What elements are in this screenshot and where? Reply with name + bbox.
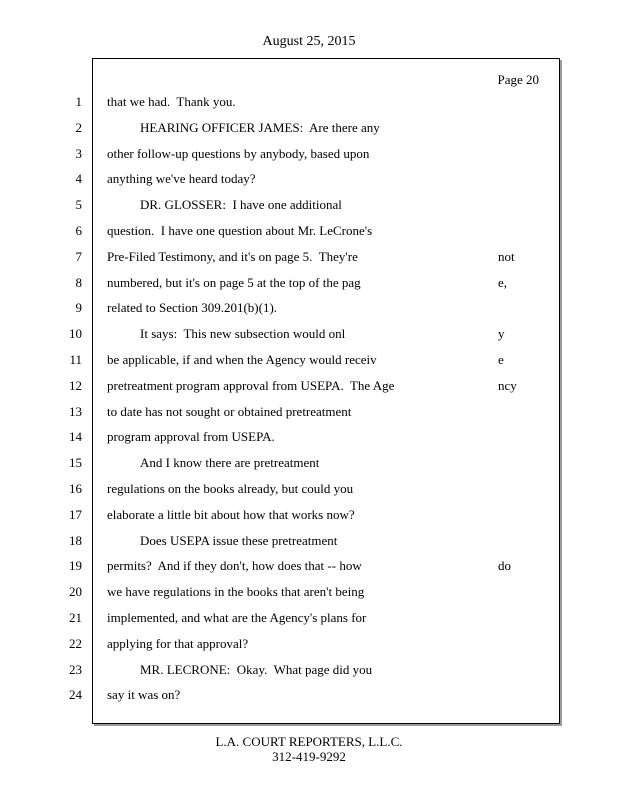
- transcript-line: [107, 145, 537, 171]
- line-text-overflow: y: [498, 326, 505, 342]
- line-number: 18: [69, 532, 82, 548]
- line-number: 22: [69, 635, 82, 651]
- footer: [0, 734, 618, 764]
- transcript-line: [107, 248, 537, 274]
- transcript-line: [107, 583, 537, 609]
- transcript-line: [107, 661, 537, 687]
- line-text-overflow: e,: [498, 274, 508, 290]
- line-text: be applicable, if and when the Agency would receiv: [107, 351, 377, 367]
- transcript-line: [107, 635, 537, 661]
- line-number: 8: [75, 274, 82, 290]
- transcript-text: [107, 93, 537, 712]
- transcript-line: [107, 428, 537, 454]
- transcript-line: [107, 119, 537, 145]
- transcript-line: [107, 196, 537, 222]
- transcript-line: [107, 274, 537, 300]
- line-text: pretreatment program approval from USEPA. The Age: [107, 377, 395, 393]
- line-text: implemented, and what are the Agency's plans for: [107, 609, 367, 625]
- line-number: 6: [75, 222, 82, 238]
- line-number: 11: [69, 351, 82, 367]
- line-number: 12: [69, 377, 82, 393]
- line-text-overflow: e: [498, 351, 504, 367]
- line-text: And I know there are pretreatment: [140, 455, 320, 471]
- line-number: 5: [75, 197, 82, 213]
- transcript-line: [107, 325, 537, 351]
- transcript-line: [107, 351, 537, 377]
- transcript-date: August 25, 2015: [262, 34, 356, 49]
- line-number: 10: [69, 326, 82, 342]
- line-text: to date has not sought or obtained pretreatment: [107, 403, 352, 419]
- transcript-line: [107, 480, 537, 506]
- line-text: DR. GLOSSER: I have one additional: [140, 197, 342, 213]
- line-number: 7: [75, 248, 82, 264]
- line-number: 1: [75, 94, 82, 109]
- line-number: 23: [69, 661, 82, 677]
- line-text: applying for that approval?: [107, 635, 249, 651]
- line-number-column: [60, 93, 82, 712]
- line-number: 2: [75, 119, 82, 135]
- transcript-line: [107, 93, 537, 119]
- line-number: 9: [75, 300, 82, 316]
- transcript-line: [107, 454, 537, 480]
- transcript-line: [107, 170, 537, 196]
- line-text: elaborate a little bit about how that works now?: [107, 506, 355, 522]
- line-text: numbered, but it's on page 5 at the top of the pag: [107, 274, 361, 290]
- line-text: It says: This new subsection would onl: [140, 326, 346, 342]
- line-text: program approval from USEPA.: [107, 429, 275, 445]
- line-number: 19: [69, 558, 82, 574]
- line-number: 17: [69, 506, 82, 522]
- transcript-line: [107, 532, 537, 558]
- line-text: related to Section 309.201(b)(1).: [107, 300, 278, 316]
- line-text: Pre-Filed Testimony, and it's on page 5. They're: [107, 248, 358, 264]
- line-text: that we had. Thank you.: [107, 94, 236, 109]
- line-number: 16: [69, 480, 82, 496]
- transcript-line: [107, 506, 537, 532]
- line-text: MR. LECRONE: Okay. What page did you: [140, 661, 373, 677]
- line-text: other follow-up questions by anybody, based upon: [107, 145, 370, 161]
- line-text-overflow: ncy: [498, 377, 517, 393]
- line-number: 3: [75, 145, 82, 161]
- line-text: Does USEPA issue these pretreatment: [140, 532, 338, 548]
- transcript-line: [107, 403, 537, 429]
- reporter-company: L.A. COURT REPORTERS, L.L.C.: [215, 734, 403, 749]
- transcript-line: [107, 222, 537, 248]
- page-number: Page 20: [497, 72, 539, 87]
- transcript-line: [107, 686, 537, 712]
- line-text: HEARING OFFICER JAMES: Are there any: [140, 119, 380, 135]
- line-text: permits? And if they don't, how does that -- how: [107, 558, 362, 574]
- transcript-line: [107, 377, 537, 403]
- line-number: 20: [69, 584, 82, 600]
- transcript-line: [107, 557, 537, 583]
- line-text: question. I have one question about Mr. LeCrone's: [107, 222, 373, 238]
- line-text: say it was on?: [107, 687, 181, 703]
- transcript-line: [107, 609, 537, 635]
- line-text: we have regulations in the books that aren't being: [107, 584, 365, 600]
- transcript-line: [107, 299, 537, 325]
- line-text-overflow: do: [498, 558, 511, 574]
- line-number: 14: [69, 429, 82, 445]
- line-text: regulations on the books already, but could you: [107, 480, 354, 496]
- line-text-overflow: not: [498, 248, 515, 264]
- line-number: 21: [69, 609, 82, 625]
- line-text: anything we've heard today?: [107, 171, 256, 187]
- reporter-phone: 312-419-9292: [272, 749, 346, 764]
- line-number: 13: [69, 403, 82, 419]
- line-number: 24: [69, 687, 82, 703]
- line-number: 15: [69, 455, 82, 471]
- line-number: 4: [75, 171, 82, 187]
